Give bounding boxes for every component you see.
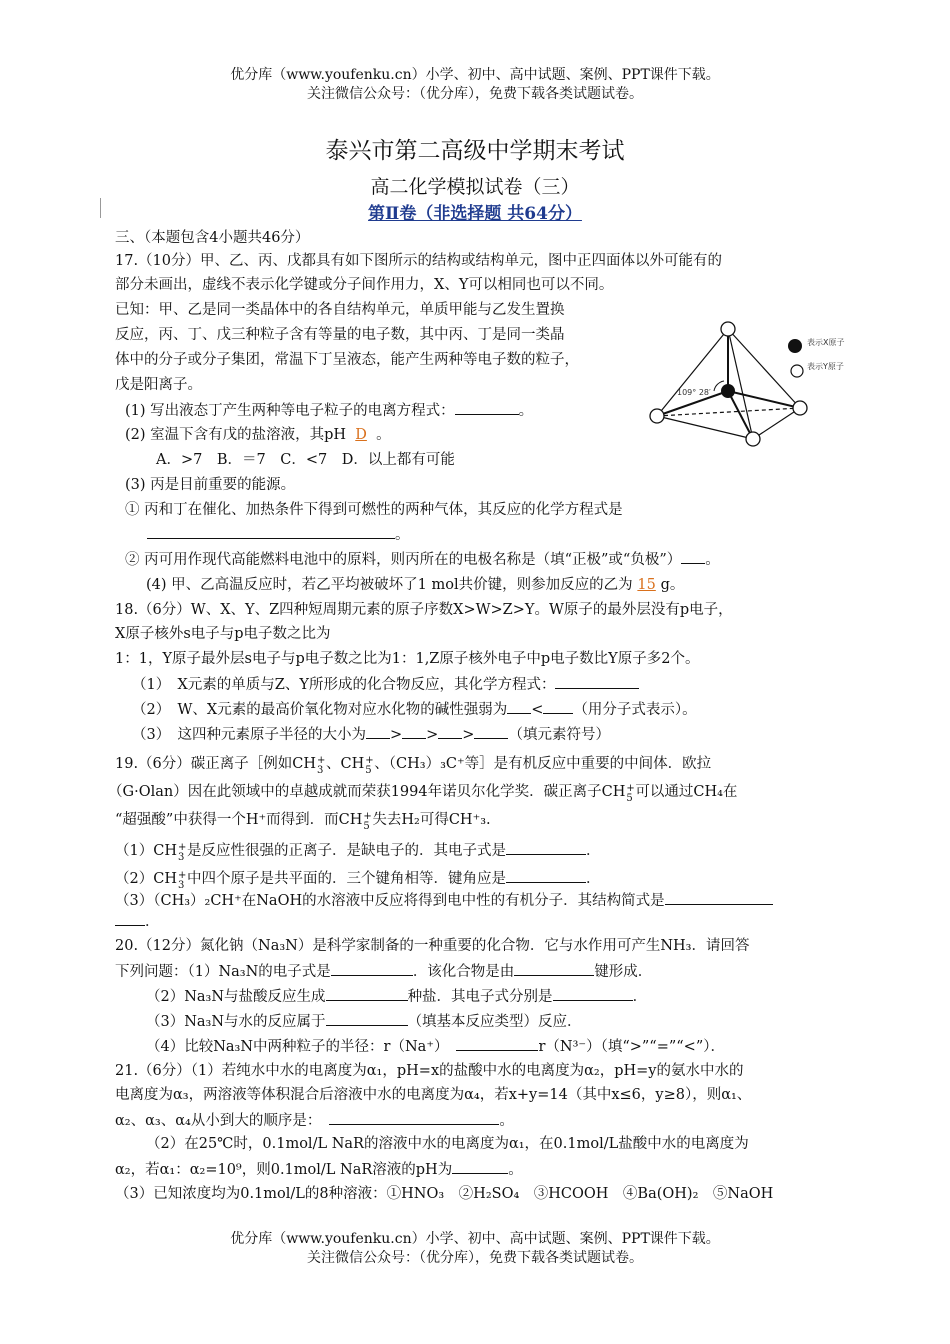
y-atom-bottom [746,432,760,446]
q18-part1: （1） X元素的单质与Z、Y所形成的化合物反应，其化学方程式： [132,674,639,695]
q17-part1: (1) 写出液态丁产生两种等电子粒子的电离方程式： 。 [125,400,533,421]
q17-line2: 部分未画出，虚线不表示化学键或分子间作用力，X、Y可以相同也可以不同。 [115,277,614,293]
q17-part2-options: A．>7 B．＝7 C．<7 D．以上都有可能 [156,452,455,468]
page-subtitle: 高二化学模拟试卷（三） [370,176,580,198]
q17-line4: 反应，丙、丁、戊三种粒子含有等量的电子数，其中丙、丁是同一类晶 [115,327,565,343]
q18-part3: （3） 这四种元素原子半径的大小为 > > > （填元素符号） [132,724,610,745]
q18-line1: 18.（6分）W、X、Y、Z四种短周期元素的原子序数X>W>Z>Y。W原子的最外层没有p电子， [115,602,733,618]
q17-line3: 已知：甲、乙是同一类晶体中的各自结构单元，单质甲能与乙发生置换 [115,302,565,318]
q21-line1: 21.（6分）（1）若纯水中水的电离度为α₁，pH=x的盐酸中水的电离度为α₂，pH=y的氨水中水的 [115,1063,744,1079]
q20-part3: （3）Na₃N与水的反应属于 （填基本反应类型）反应． [146,1011,582,1032]
q19-line1: 19.（6分）碳正离子［例如CH + 3 、CH + 5 、（CH₃）₃C⁺等］是有机反应中重要的中间体．欧拉 [115,755,712,776]
legend-y-symbol [791,365,803,377]
q17-part2: (2) 室温下含有戊的盐溶液，其pH D 。 [125,427,391,443]
header-line-2: 关注微信公众号：（优分库），免费下载各类试题试卷。 [307,86,643,102]
q21-line6: （3）已知浓度均为0.1mol/L的8种溶液：①HNO₃ ②H₂SO₄ ③HCOOH ④Ba(OH)₂ ⑤NaOH [115,1186,774,1202]
q19-line2: （G·Olan）因在此领域中的卓越成就而荣获1994年诺贝尔化学奖．碳正离子CH + 5 可以通过CH₄在 [108,783,738,804]
q19-part3-blank: ． [115,911,160,932]
q17-p2-answer: D [355,427,367,443]
footer-line-2: 关注微信公众号：（优分库），免费下载各类试题试卷。 [307,1250,643,1266]
q17-line1: 17.（10分）甲、乙、丙、戊都具有如下图所示的结构或结构单元，图中正四面体以外可能有的 [115,253,723,269]
x-atom-center [721,384,735,398]
legend-x-label: 表示X原子 [807,338,845,347]
q20-part2: （2）Na₃N与盐酸反应生成 种盐．其电子式分别是 ． [146,986,647,1007]
part-intro: 三、（本题包含4小题共46分） [115,230,310,246]
bond-angle-label: 109° 28′ [677,388,711,397]
q17-line5: 体中的分子或分子集团，常温下丁呈液态，能产生两种等电子数的粒子， [115,352,579,368]
q18-part2: （2） W、X元素的最高价氧化物对应水化物的碱性强弱为 < （用分子式表示）。 [132,699,697,720]
q17-part4: (4) 甲、乙高温反应时，若乙平均被破坏了1 mol共价键，则参加反应的乙为 15 g。 [146,577,685,593]
q20-part4: （4）比较Na₃N中两种粒子的半径：r（Na⁺） r（N³⁻）（填“>”“=”“<”）． [146,1036,725,1057]
header-line-1: 优分库（www.youfenku.cn）小学、初中、高中试题、案例、PPT课件下载。 [230,67,720,83]
q17-line6: 戊是阳离子。 [115,377,202,393]
page-title: 泰兴市第二高级中学期末考试 [325,138,625,164]
q19-part2: （2）CH + 3 中四个原子是共平面的．三个键角相等．键角应是 ． [115,870,601,891]
y-atom-left [650,409,664,423]
q17-part3-2: ② 丙可用作现代高能燃料电池中的原料，则丙所在的电极名称是（填“正极”或“负极”） 。 [125,549,720,570]
q20-line1: 20.（12分）氮化钠（Na₃N）是科学家制备的一种重要的化合物．它与水作用可产生NH₃．请回答 [115,938,750,954]
q19-part1: （1）CH + 3 是反应性很强的正离子．是缺电子的．其电子式是 ． [115,842,601,863]
q19-line3: “超强酸”中获得一个H⁺而得到．而CH + 5 失去H₂可得CH⁺₃. [115,811,491,832]
q19-part3: （3）（CH₃）₂CH⁺在NaOH的水溶液中反应将得到电中性的有机分子．其结构简式是 [115,890,773,911]
y-atom-top [721,322,735,336]
q21-line4: （2）在25℃时，0.1mol/L NaR的溶液中水的电离度为α₁，在0.1mol/L盐酸中水的电离度为 [146,1136,749,1152]
footer-line-1: 优分库（www.youfenku.cn）小学、初中、高中试题、案例、PPT课件下载。 [230,1231,720,1247]
legend-x-symbol [788,339,802,353]
q17-part3-1-blank: 。 [147,524,410,545]
q21-line3: α₂、α₃、α₄从小到大的顺序是： 。 [115,1110,514,1131]
section-label: 第Ⅱ卷（非选择题 共64分） [368,204,582,224]
q21-line5: α₂，若α₁：α₂=10⁹，则0.1mol/L NaR溶液的pH为 。 [115,1159,523,1180]
legend-y-label: 表示Y原子 [807,362,844,371]
q17-p4-answer: 15 [637,577,656,593]
section-heading [0,199,950,224]
q18-line3: 1：1，Y原子最外层s电子与p电子数之比为1：1,Z原子核外电子中p电子数比Y原子多2个。 [115,651,700,667]
q18-line2: X原子核外s电子与p电子数之比为 [115,626,331,642]
y-atom-right [793,401,807,415]
q21-line2: 电离度为α₃，两溶液等体积混合后溶液中水的电离度为α₄，若x+y=14（其中x≤6，y≥8），则α₁、 [115,1087,752,1103]
tetrahedron-figure [640,315,865,455]
q17-part3-1: ① 丙和丁在催化、加热条件下得到可燃性的两种气体，其反应的化学方程式是 [125,502,623,518]
q17-part3: (3) 丙是目前重要的能源。 [125,477,296,493]
q20-line2: 下列问题：（1）Na₃N的电子式是 ．该化合物是由 键形成． [115,961,652,982]
